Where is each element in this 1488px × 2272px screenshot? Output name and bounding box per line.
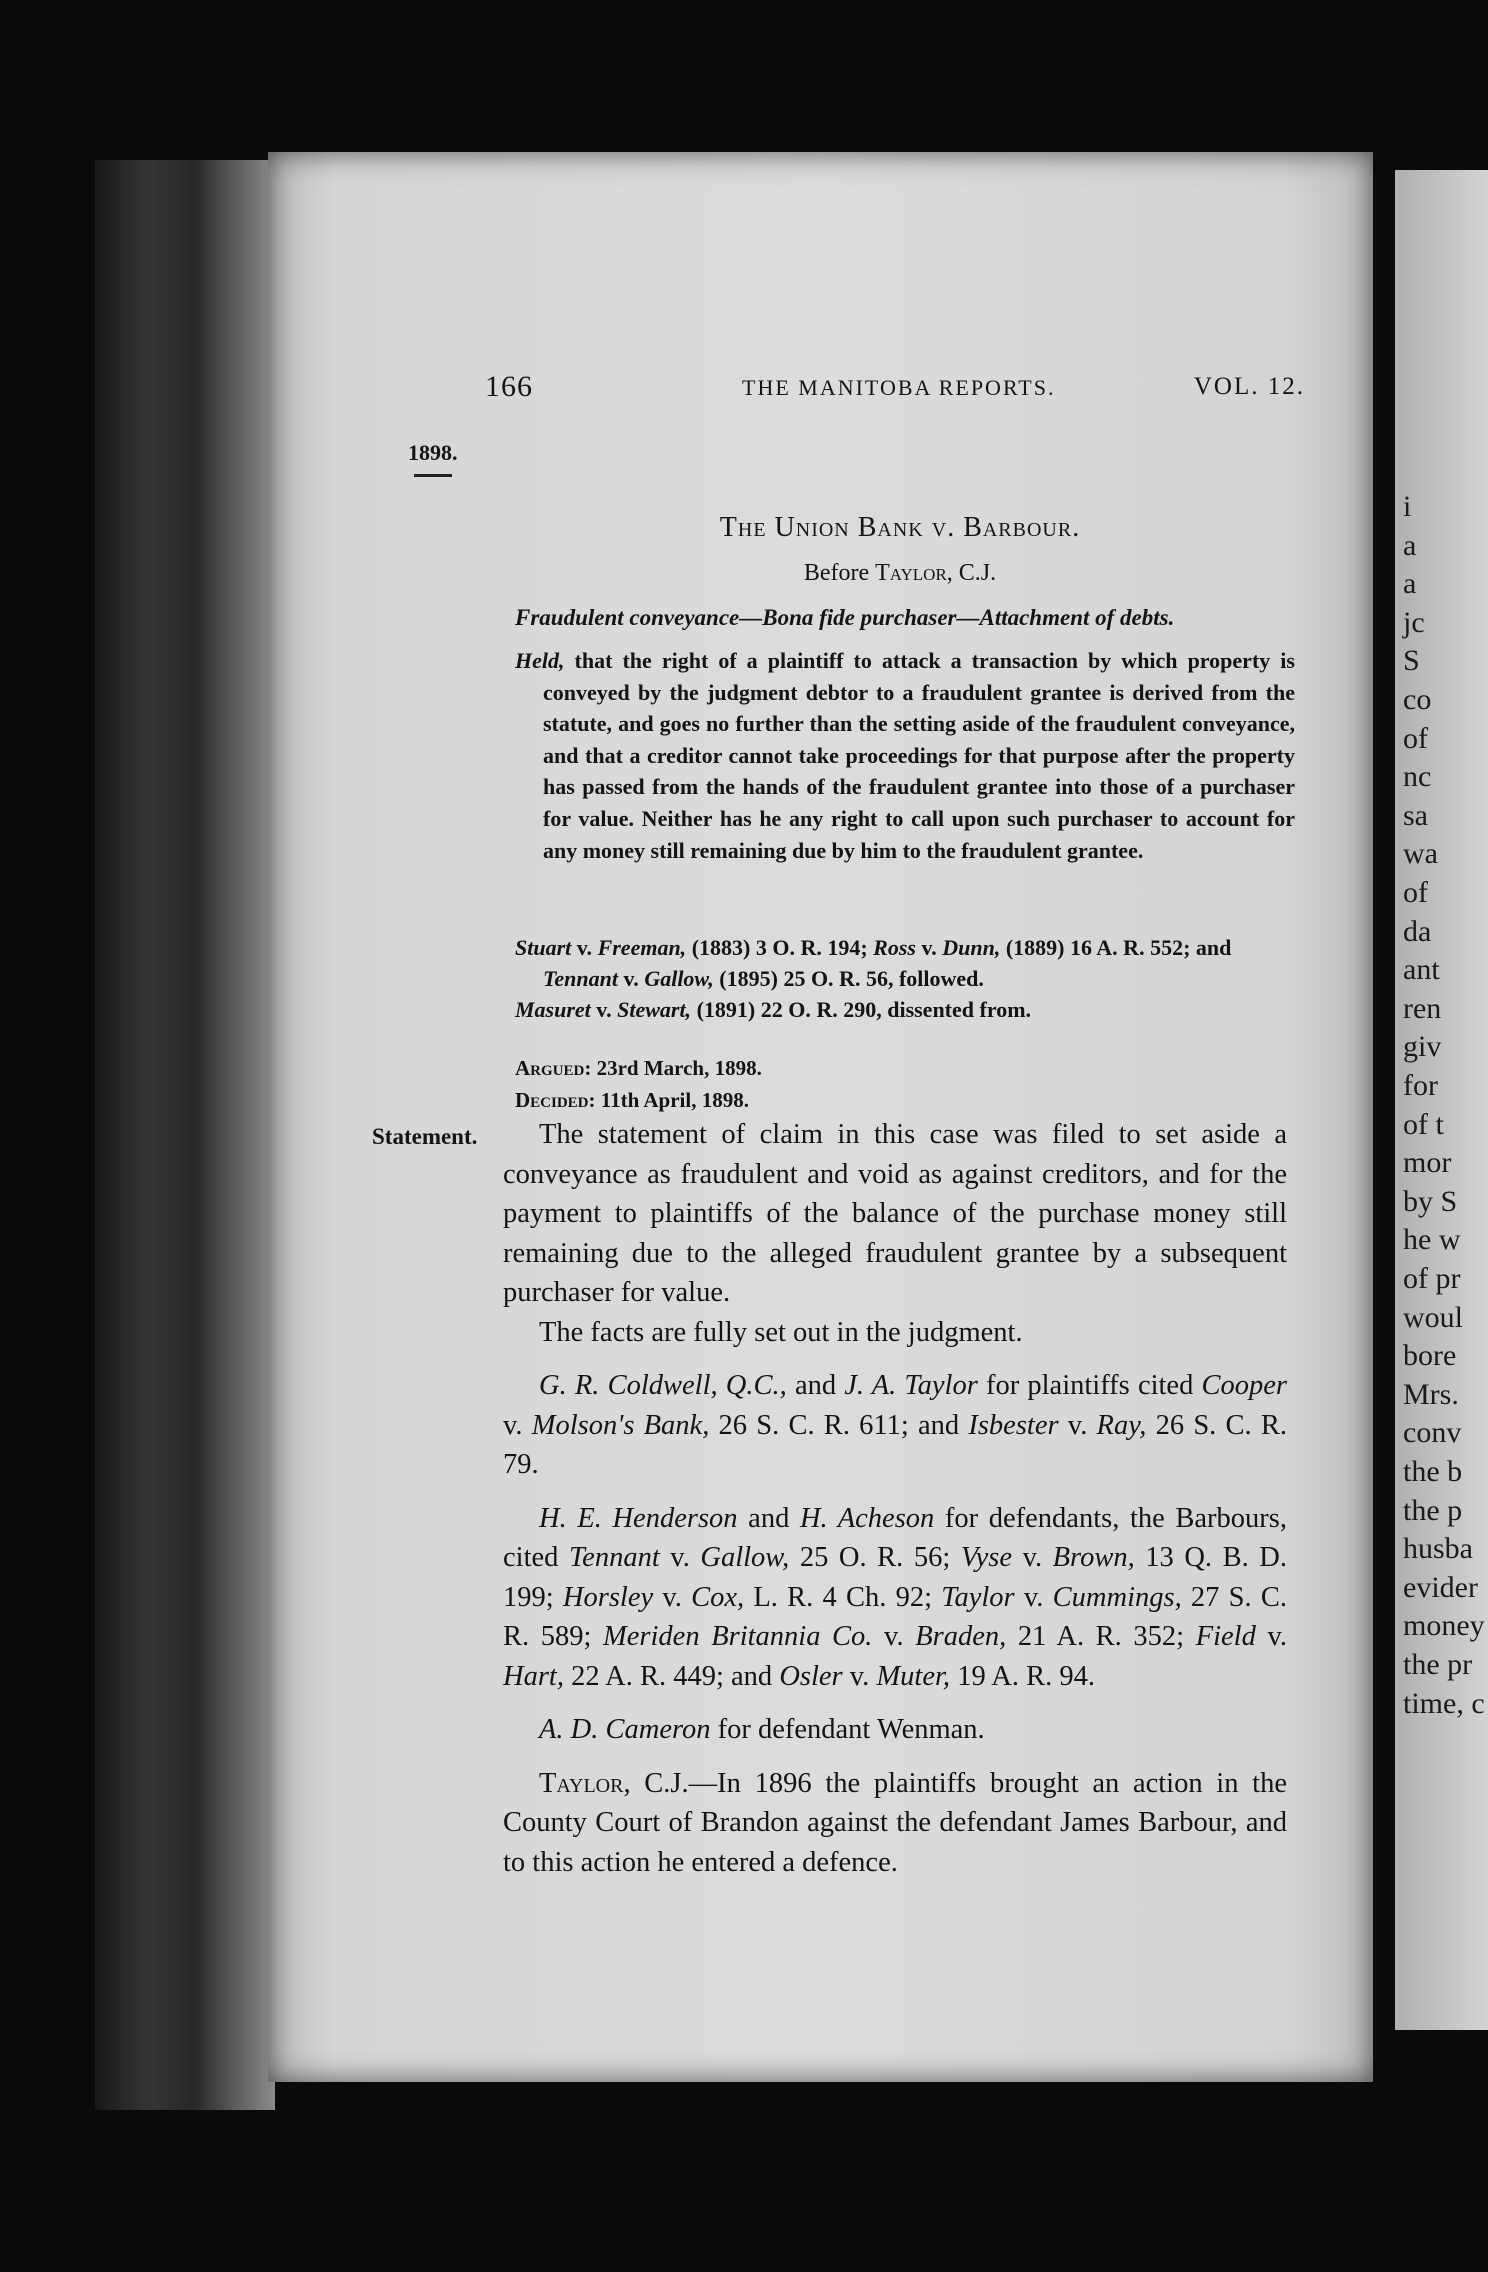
year-rule [414,474,452,477]
running-header [485,370,1305,410]
facing-page-fragment: the b [1403,1455,1463,1488]
facing-page-fragment: nc [1403,760,1432,794]
facing-page-fragment: evider [1403,1570,1478,1604]
facing-page-fragment: the p [1403,1493,1463,1527]
facing-page-fragment: money [1403,1609,1485,1643]
facing-page-fragment: ant [1403,953,1440,987]
facing-page-fragment: wa [1403,837,1438,871]
facing-page-fragment: conv [1403,1416,1462,1450]
running-title: THE MANITOBA REPORTS. [742,375,1056,400]
cases-followed: Stuart v. Freeman, (1883) 3 O. R. 194; Ross v. Dunn, (1889) 16 A. R. 552; and Tennant v. Gallow, (1895) 25 O. R. 56, followed. [515,935,1232,991]
facing-page-fragment: Mrs. [1403,1377,1459,1411]
volume-number: VOL. 12. [1193,373,1305,400]
hearing-dates [515,1052,1015,1116]
facing-page-fragment: time, c [1403,1686,1485,1720]
facing-page-fragment: of [1403,721,1428,755]
case-title: The Union Bank v. Barbour. [719,512,1081,543]
facing-page-fragment: ren [1403,991,1442,1025]
case-dissented: Masuret v. Stewart, (1891) 22 O. R. 290, dissented from. [515,997,1032,1022]
plaintiff-counsel-paragraph: G. R. Coldwell, Q.C., and J. A. Taylor for plaintiffs cited Cooper v. Molson's Bank, 26 S. C. R. 611; and Isbester v. Ray, 26 S. C. R. 79. [503,1370,1288,1480]
defendant-counsel-paragraph: H. E. Henderson and H. Acheson for defendants, the Barbours, cited Tennant v. Gallow, 25 O. R. 56; Vyse v. Brown, 13 Q. B. D. 199; Horsley v. Cox, L. R. 4 Ch. 92; Taylor v. Cummings, 27 S. C. R. 589; Meriden Britannia Co. v. Braden, 21 A. R. 352; Field v. Hart, 22 A. R. 449; and Osler v. Muter, 19 A. R. 94. [503,1502,1287,1692]
held-word: Held, [515,648,565,673]
facing-page-fragment: he w [1403,1223,1461,1257]
headnote-catchwords: Fraudulent conveyance—Bona fide purchaser—Attachment of debts. [515,605,1175,630]
facts-paragraph: The facts are fully set out in the judgment. [539,1316,1023,1348]
facing-page-fragment: the pr [1403,1648,1473,1681]
held-paragraph [515,645,1295,866]
facing-page-fragment: a [1403,528,1417,562]
held-text: that the right of a plaintiff to attack a transaction by which property is conveyed by the judgment debtor to a fraudulent grantee is derived from the statute, and goes no further than the setting aside of the fraudulent conveyance, and that a creditor cannot take proceedings for that purpose after the property has passed from the hands of the fraudulent grantee into those of a purchaser for value. Neither has he any right to call upon such purchaser to account for any money still remaining due by him to the fraudulent grantee. [543,648,1295,863]
year-marker: 1898. [408,440,458,465]
facing-page-fragment: for [1403,1069,1438,1102]
facing-page-fragment: by S [1403,1184,1458,1218]
facing-page-fragment: S [1403,644,1420,678]
page-number: 166 [485,370,533,403]
facing-page-fragment: i [1403,490,1412,523]
margin-note-statement: Statement. [372,1124,478,1149]
before-judge [500,560,1300,587]
facing-page-fragment: sa [1403,798,1428,832]
facing-page-fragment: co [1403,683,1432,716]
judge-name: Taylor, C.J. [875,560,997,586]
facing-page-fragment: giv [1403,1030,1442,1064]
facing-page-fragment: mor [1403,1146,1452,1180]
facing-page [1395,170,1488,2030]
body-text [503,1115,1287,1882]
before-label: Before [803,560,870,586]
argued-date: Argued: 23rd March, 1898. [515,1056,762,1080]
statement-paragraph: The statement of claim in this case was filed to set aside a conveyance as fraudulent and void as against creditors, and for the payment to plaintiffs of the balance of the purchase money still remaining due to the alleged fraudulent grantee by a subsequent purchaser for value. [503,1119,1287,1308]
facing-page-fragment: bore [1403,1339,1457,1373]
facing-page-fragment: jc [1403,605,1425,639]
facing-page-fragment: husba [1403,1532,1473,1566]
cases-cited [515,932,1295,1025]
judgment-paragraph: Taylor, C.J.—In 1896 the plaintiffs brought an action in the County Court of Brandon against the defendant James Barbour, and to this action he entered a defence. [503,1767,1287,1878]
facing-page-fragment: of [1403,876,1428,909]
facing-page-fragment: of pr [1403,1262,1461,1295]
facing-page-fragment: of t [1403,1107,1444,1141]
book-spine [95,160,275,2110]
decided-date: Decided: 11th April, 1898. [515,1088,749,1112]
wenman-counsel-paragraph: A. D. Cameron for defendant Wenman. [539,1714,985,1745]
facing-page-fragment: da [1403,914,1432,948]
facing-page-fragment: a [1403,567,1417,601]
facing-page-fragment: woul [1403,1300,1463,1334]
